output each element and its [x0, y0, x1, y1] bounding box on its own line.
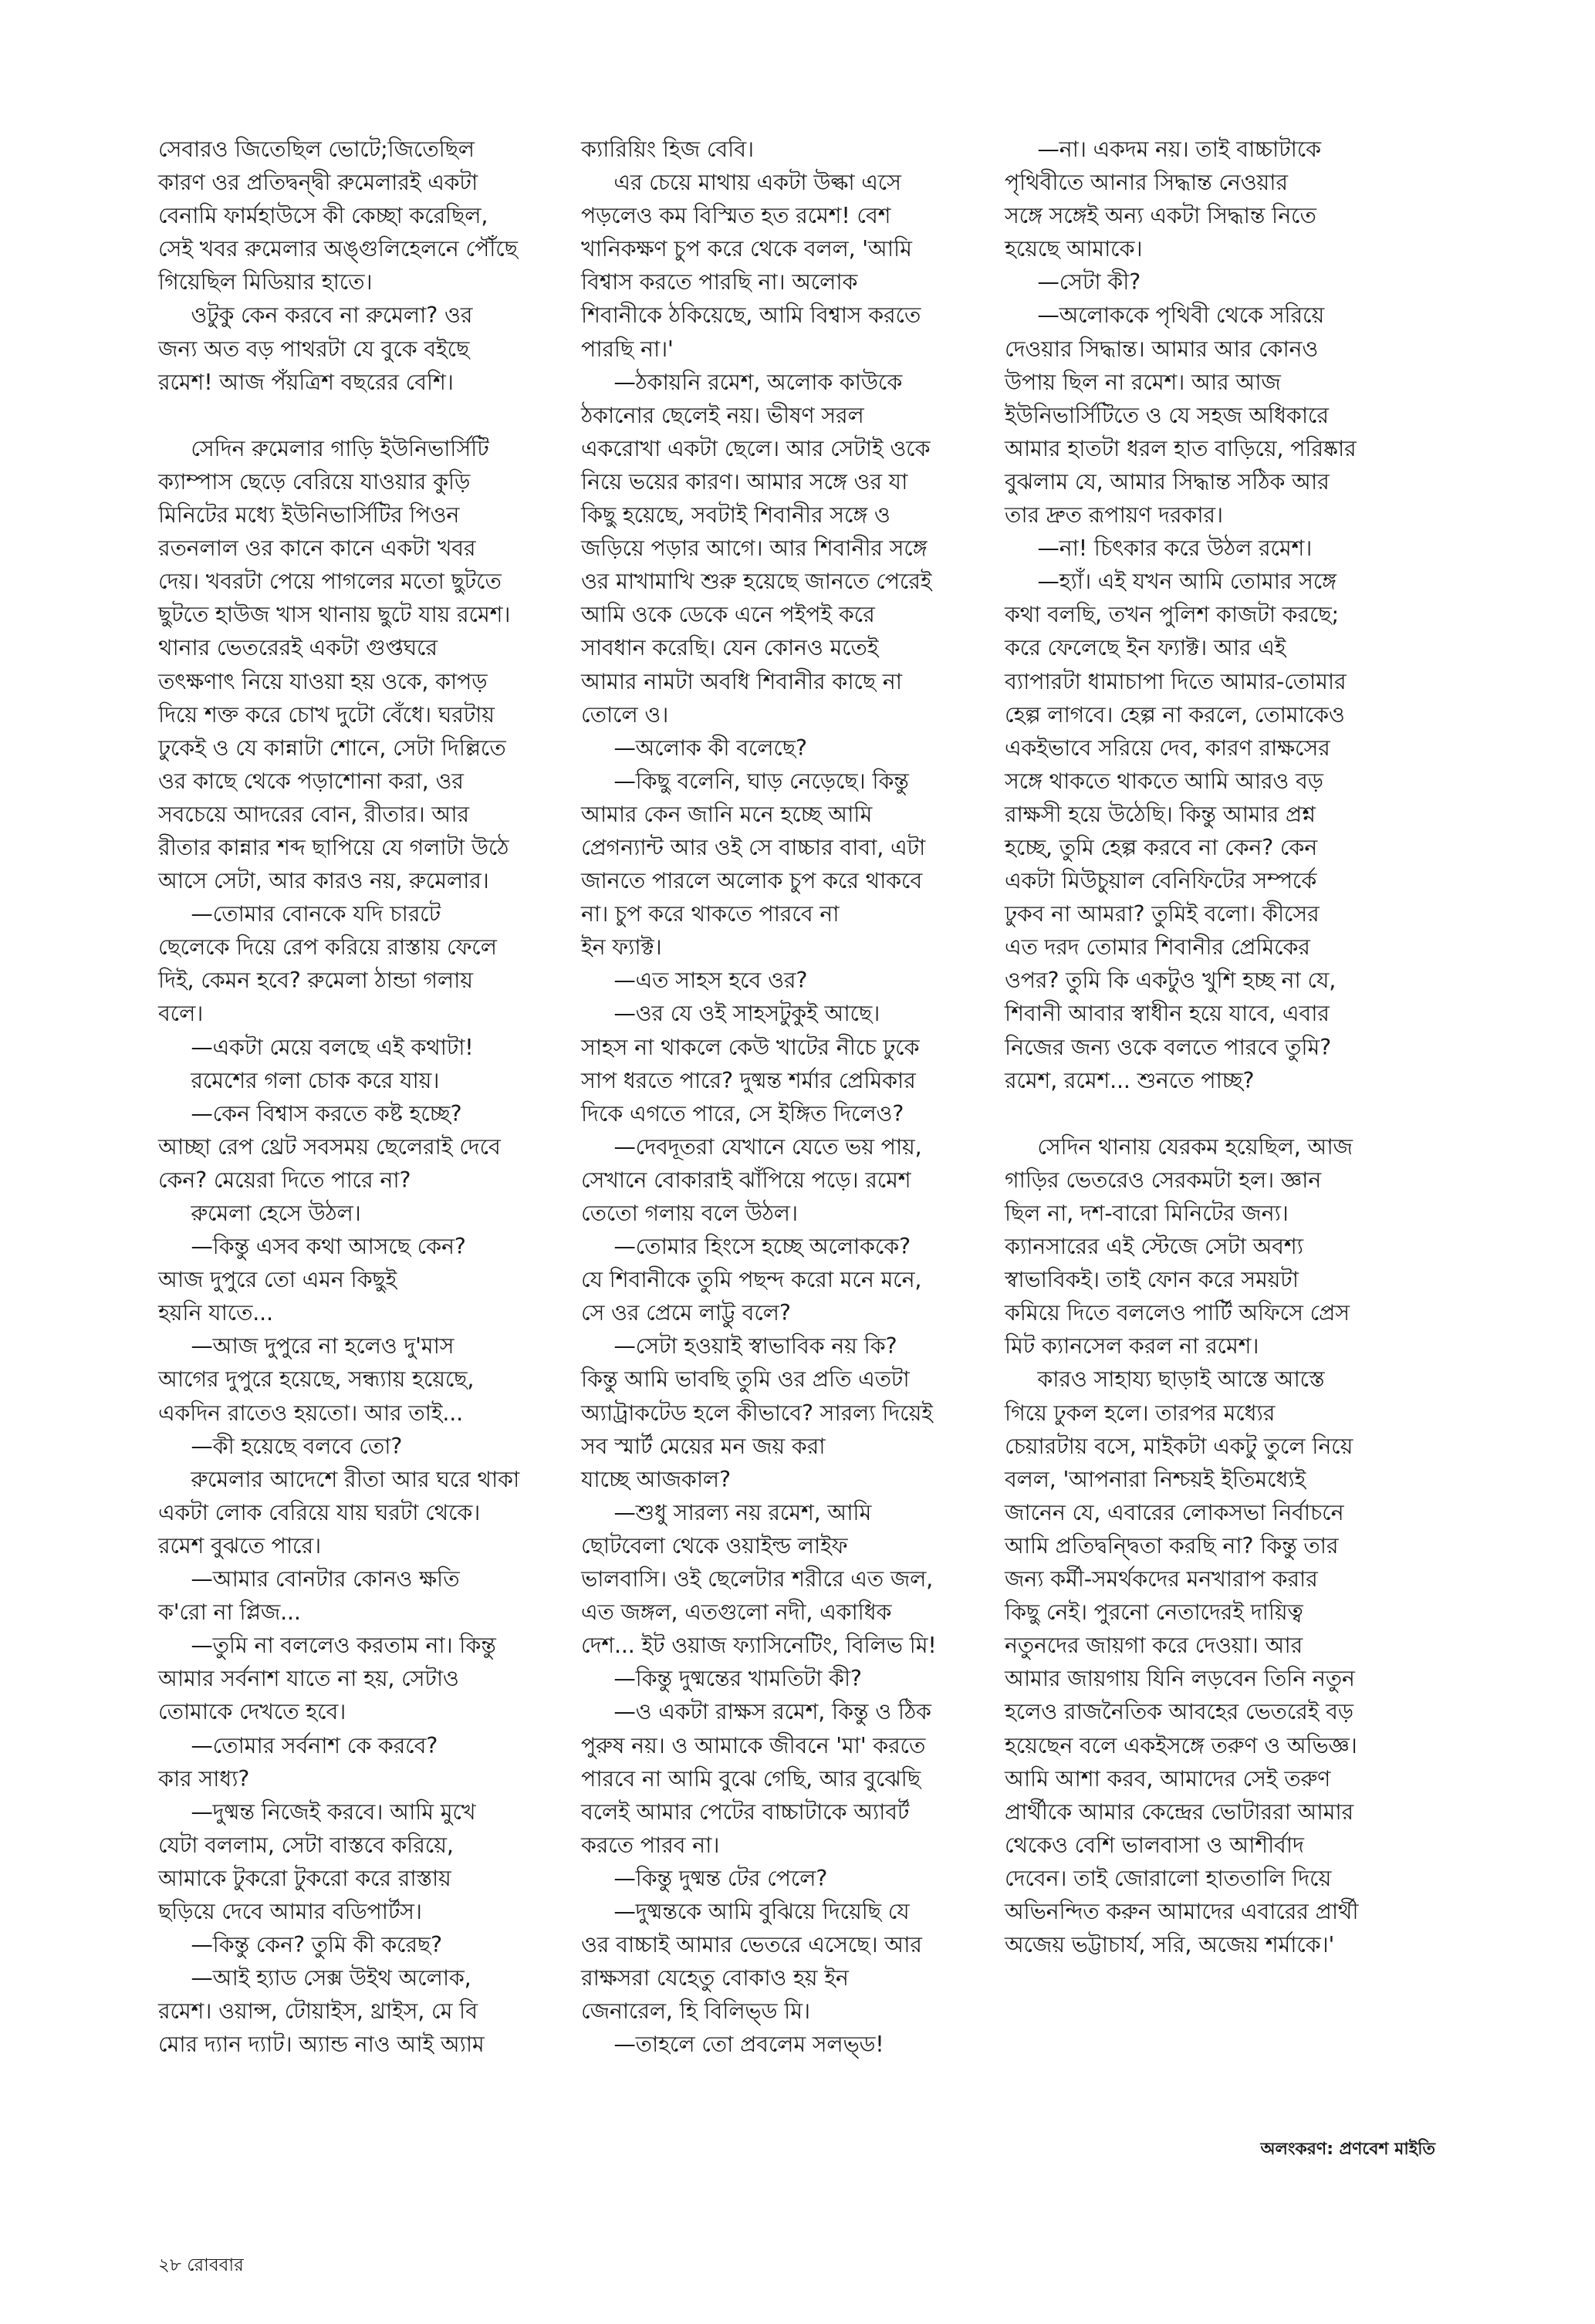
text-line: —অলোককে পৃথিবী থেকে সরিয়ে	[1005, 302, 1325, 329]
text-line: রমেশ। ওয়ান্স, টোয়াইস, থ্রাইস, মে বি	[158, 1998, 478, 2025]
text-line: —দেবদূতরা যেখানে যেতে ভয় পায়,	[581, 1133, 922, 1160]
text-line: হচ্ছে, তুমি হেল্প করবে না কেন? কেন	[1005, 834, 1318, 860]
text-line: খানিকক্ষণ চুপ করে থেকে বলল, 'আমি	[581, 236, 912, 262]
text-line: দেবেন। তাই জোরালো হাততালি দিয়ে	[1005, 1865, 1332, 1891]
text-line: মিট ক্যানসেল করল না রমেশ।	[1005, 1333, 1259, 1360]
text-line: ইন ফ্যাক্ট।	[581, 934, 662, 961]
text-line: আমার হাতটা ধরল হাত বাড়িয়ে, পরিষ্কার	[1005, 435, 1357, 461]
text-line: তেতো গলায় বলে উঠল।	[581, 1201, 798, 1226]
text-line: বলল, 'আপনারা নিশ্চয়ই ইতিমধ্যেই	[1005, 1466, 1306, 1492]
text-line: —দুষ্মন্ত নিজেই করবে। আমি মুখে	[158, 1799, 476, 1825]
text-line: —ও একটা রাক্ষস রমেশ, কিন্তু ও ঠিক	[581, 1699, 931, 1725]
text-line: —তুমি না বললেও করতাম না। কিন্তু	[158, 1633, 496, 1659]
text-line: বলেই আমার পেটের বাচ্চাটাকে অ্যাবর্ট	[581, 1799, 910, 1825]
text-line: উপায় ছিল না রমেশ। আর আজ	[1005, 369, 1281, 395]
text-line: ইউনিভার্সিটিতে ও যে সহজ অধিকারে	[1005, 402, 1329, 428]
text-line: ছিল না, দশ-বারো মিনিটের জন্য।	[1005, 1201, 1289, 1226]
text-column-2	[581, 133, 975, 2061]
text-line: ব্যাপারটা ধামাচাপা দিতে আমার-তোমার	[1005, 668, 1347, 694]
text-line: সেদিন রুমেলার গাড়ি ইউনিভার্সিটি	[158, 435, 489, 461]
text-line: কমিয়ে দিতে বললেও পার্টি অফিসে প্রেস	[1005, 1300, 1350, 1326]
text-line: শিবানীকে ঠকিয়েছে, আমি বিশ্বাস করতে	[581, 302, 921, 329]
text-line: একরোখা একটা ছেলে। আর সেটাই ওকে	[581, 435, 931, 461]
text-line: কার সাধ্য?	[158, 1765, 250, 1792]
text-line: তোমাকে দেখতে হবে।	[158, 1699, 346, 1725]
text-line: রুমেলার আদেশে রীতা আর ঘরে থাকা	[158, 1466, 520, 1492]
text-line: গিয়েছিল মিডিয়ার হাতে।	[158, 269, 373, 296]
text-line: জেনারেল, হি বিলিভ্‌ড মি।	[581, 1998, 810, 2025]
text-line: দেওয়ার সিদ্ধান্ত। আমার আর কোনও	[1005, 336, 1319, 362]
text-line: এর চেয়ে মাথায় একটা উল্কা এসে	[581, 170, 901, 196]
text-line: ছেলেকে দিয়ে রেপ করিয়ে রাস্তায় ফেলে	[158, 934, 497, 961]
text-line: —সেটা হওয়াই স্বাভাবিক নয় কি?	[581, 1333, 897, 1360]
text-line: প্রার্থীকে আমার কেন্দ্রের ভোটাররা আমার	[1005, 1799, 1353, 1825]
text-line: আচ্ছা রেপ থ্রেট সবসময় ছেলেরাই দেবে	[158, 1133, 501, 1160]
text-line: জন্য অত বড় পাথরটা যে বুকে বইছে	[158, 336, 470, 362]
text-line: থানার ভেতরেরই একটা গুপ্তঘরে	[158, 635, 438, 661]
text-line: সব স্মার্ট মেয়ের মন জয় করা	[581, 1433, 826, 1459]
text-line: ওপর? তুমি কি একটুও খুশি হচ্ছ না যে,	[1005, 968, 1336, 994]
text-line: গাড়ির ভেতরেও সেরকমটা হল। জ্ঞান	[1005, 1167, 1322, 1193]
text-line: দেয়। খবরটা পেয়ে পাগলের মতো ছুটতে	[158, 569, 502, 595]
text-line: আমার কেন জানি মনে হচ্ছে আমি	[581, 801, 873, 827]
text-line: —কিছু বলেনি, ঘাড় নেড়েছে। কিন্তু	[581, 768, 909, 794]
text-line: অ্যাট্রাকটেড হলে কীভাবে? সারল্য দিয়েই	[581, 1400, 933, 1426]
text-line: আজ দুপুরে তো এমন কিছুই	[158, 1267, 397, 1293]
text-line: কিন্তু আমি ভাবছি তুমি ওর প্রতি এতটা	[581, 1366, 910, 1393]
paragraph-break	[1005, 1097, 1421, 1130]
text-line: দিকে এগতে পারে, সে ইঙ্গিত দিলেও?	[581, 1100, 904, 1127]
text-line: ওর বাচ্চাই আমার ভেতরে এসেছে। আর	[581, 1932, 922, 1958]
text-line: বলে।	[158, 1001, 204, 1027]
text-line: একদিন রাতেও হয়তো। আর তাই...	[158, 1400, 463, 1426]
text-line: —কিন্তু এসব কথা আসছে কেন?	[158, 1234, 466, 1260]
text-line: হলেও রাজনৈতিক আবহের ভেতরেই বড়	[1005, 1699, 1353, 1725]
text-line: পারবে না আমি বুঝে গেছি, আর বুঝেছি	[581, 1765, 921, 1792]
text-line: রাক্ষসরা যেহেতু বোকাও হয় ইন	[581, 1965, 849, 1991]
text-line: আমি আশা করব, আমাদের সেই তরুণ	[1005, 1765, 1331, 1792]
text-line: পুরুষ নয়। ও আমাকে জীবনে 'মা' করতে	[581, 1732, 926, 1758]
text-line: বেনামি ফার্মহাউসে কী কেচ্ছা করেছিল,	[158, 203, 488, 229]
text-line: একটা লোক বেরিয়ে যায় ঘরটা থেকে।	[158, 1499, 481, 1525]
text-line: —আজ দুপুরে না হলেও দু'মাস	[158, 1333, 455, 1360]
text-line: —না! চিৎকার করে উঠল রমেশ।	[1005, 535, 1313, 562]
text-line: —এত সাহস হবে ওর?	[581, 968, 808, 994]
text-line: প্রেগন্যান্ট আর ওই সে বাচ্চার বাবা, এটা	[581, 834, 926, 860]
text-line: দেশ... ইট ওয়াজ ফ্যাসিনেটিং, বিলিভ মি!	[581, 1633, 937, 1659]
text-line: আমার সর্বনাশ যাতে না হয়, সেটাও	[158, 1666, 459, 1692]
text-line: —তোমার বোনকে যদি চারটে	[158, 901, 441, 927]
text-line: শিবানী আবার স্বাধীন হয়ে যাবে, এবার	[1005, 1001, 1330, 1027]
text-line: এত জঙ্গল, এতগুলো নদী, একাধিক	[581, 1599, 892, 1626]
text-line: ছোটবেলা থেকে ওয়াইল্ড লাইফ	[581, 1532, 848, 1559]
text-line: —অলোক কী বলেছে?	[581, 735, 807, 761]
text-line: ওর কাছে থেকে পড়াশোনা করা, ওর	[158, 768, 464, 794]
text-line: জানেন যে, এবারের লোকসভা নির্বাচনে	[1005, 1499, 1344, 1525]
text-line: —সেটা কী?	[1005, 269, 1141, 296]
text-line: ঠকানোর ছেলেই নয়। ভীষণ সরল	[581, 402, 864, 428]
text-line: সেবারও জিতেছিল ভোটে;জিতেছিল	[158, 137, 475, 162]
paragraph-break	[158, 399, 552, 432]
text-line: হয়নি যাতে...	[158, 1300, 273, 1326]
text-line: —কিন্তু দুষ্মন্ত টের পেলে?	[581, 1865, 828, 1891]
text-line: আগের দুপুরে হয়েছে, সন্ধ্যায় হয়েছে,	[158, 1366, 475, 1393]
text-line: কিছু নেই। পুরনো নেতাদেরই দায়িত্ব	[1005, 1599, 1303, 1626]
text-line: মোর দ্যান দ্যাট। অ্যান্ড নাও আই অ্যাম	[158, 2032, 485, 2058]
text-line: —ঠকায়নি রমেশ, অলোক কাউকে	[581, 369, 903, 395]
text-line: দিই, কেমন হবে? রুমেলা ঠান্ডা গলায়	[158, 968, 473, 994]
text-line: ক্যারিয়িং হিজ বেবি।	[581, 137, 754, 162]
text-line: এত দরদ তোমার শিবানীর প্রেমিকের	[1005, 934, 1310, 961]
illustration-credit: অলংকরণ: প্রণবেশ মাইতি	[1260, 2140, 1435, 2159]
text-line: একইভাবে সরিয়ে দেব, কারণ রাক্ষসের	[1005, 735, 1330, 761]
text-line: তোলে ও।	[581, 701, 669, 728]
text-line: বিশ্বাস করতে পারছি না। অলোক	[581, 269, 858, 296]
text-line: রমেশ বুঝতে পারে।	[158, 1532, 321, 1559]
text-line: হয়েছে আমাকে।	[1005, 236, 1143, 262]
text-line: ক্যাম্পাস ছেড়ে বেরিয়ে যাওয়ার কুড়ি	[158, 468, 471, 495]
text-line: রমেশ, রমেশ... শুনতে পাচ্ছ?	[1005, 1067, 1255, 1093]
text-line: —তোমার সর্বনাশ কে করবে?	[158, 1732, 438, 1758]
text-line: যেটা বললাম, সেটা বাস্তবে করিয়ে,	[158, 1832, 454, 1858]
text-column-1	[158, 133, 552, 2061]
text-line: সেদিন থানায় যেরকম হয়েছিল, আজ	[1005, 1133, 1353, 1160]
text-line: পারছি না।'	[581, 336, 674, 362]
text-line: —তাহলে তো প্রবলেম সলভ্‌ড!	[581, 2032, 884, 2058]
text-line: ঢুকব না আমরা? তুমিই বলো। কীসের	[1005, 901, 1320, 927]
text-line: ওটুকু কেন করবে না রুমেলা? ওর	[158, 302, 473, 329]
text-line: ছুটতে হাউজ খাস থানায় ছুটে যায় রমেশ।	[158, 602, 511, 628]
text-line: রুমেলা হেসে উঠল।	[158, 1201, 361, 1226]
text-line: নতুনদের জায়গা করে দেওয়া। আর	[1005, 1633, 1303, 1659]
text-line: ভালবাসি। ওই ছেলেটার শরীরে এত জল,	[581, 1566, 934, 1593]
text-line: —হ্যাঁ। এই যখন আমি তোমার সঙ্গে	[1005, 569, 1336, 595]
text-line: সেখানে বোকারাই ঝাঁপিয়ে পড়ে। রমেশ	[581, 1167, 911, 1193]
text-line: জড়িয়ে পড়ার আগে। আর শিবানীর সঙ্গে	[581, 535, 928, 562]
text-line: আমি প্রতিদ্বন্দ্বিতা করছি না? কিন্তু তার	[1005, 1532, 1339, 1559]
text-line: —আই হ্যাড সেক্স উইথ অলোক,	[158, 1965, 471, 1991]
text-line: —তোমার হিংসে হচ্ছে অলোককে?	[581, 1234, 911, 1260]
text-line: —দুষ্মন্তকে আমি বুঝিয়ে দিয়েছি যে	[581, 1898, 910, 1924]
text-line: সেই খবর রুমেলার অঙ্গুলিহেলনে পৌঁছে	[158, 236, 518, 262]
text-line: সাহস না থাকলে কেউ খাটের নীচে ঢুকে	[581, 1034, 920, 1060]
text-line: করতে পারব না।	[581, 1832, 720, 1858]
text-line: ঢুকেই ও যে কান্নাটা শোনে, সেটা দিল্লিতে	[158, 735, 506, 761]
text-line: জানতে পারলে অলোক চুপ করে থাকবে	[581, 868, 923, 894]
text-line: গিয়ে ঢুকল হলে। তারপর মধ্যের	[1005, 1400, 1276, 1426]
text-line: আসে সেটা, আর কারও নয়, রুমেলার।	[158, 868, 489, 894]
text-line: আমাকে টুকরো টুকরো করে রাস্তায়	[158, 1865, 451, 1891]
text-line: মিনিটের মধ্যে ইউনিভার্সিটির পিওন	[158, 502, 460, 529]
text-line: ওর মাখামাখি শুরু হয়েছে জানতে পেরেই	[581, 569, 932, 595]
text-line: বুঝলাম যে, আমার সিদ্ধান্ত সঠিক আর	[1005, 468, 1330, 495]
text-line: ক্যানসারের এই স্টেজে সেটা অবশ্য	[1005, 1234, 1303, 1260]
text-line: কথা বলছি, তখন পুলিশ কাজটা করছে;	[1005, 602, 1339, 628]
text-line: সঙ্গে থাকতে থাকতে আমি আরও বড়	[1005, 768, 1323, 794]
page-folio: ২৮ রোববার	[158, 2255, 244, 2275]
text-line: ক'রো না প্লিজ...	[158, 1599, 301, 1626]
text-line: আমি ওকে ডেকে এনে পইপই করে	[581, 602, 875, 628]
text-line: নিয়ে ভয়ের কারণ। আমার সঙ্গে ওর যা	[581, 468, 908, 495]
text-line: দিয়ে শক্ত করে চোখ দুটো বেঁধে। ঘরটায়	[158, 701, 495, 728]
text-line: সে ওর প্রেমে লাট্টু বলে?	[581, 1300, 791, 1326]
text-line: পৃথিবীতে আনার সিদ্ধান্ত নেওয়ার	[1005, 170, 1288, 196]
text-line: সাপ ধরতে পারে? দুষ্মন্ত শর্মার প্রেমিকার	[581, 1067, 916, 1093]
text-line: সঙ্গে সঙ্গেই অন্য একটা সিদ্ধান্ত নিতে	[1005, 203, 1316, 229]
text-line: তার দ্রুত রূপায়ণ দরকার।	[1005, 502, 1223, 529]
text-line: —কী হয়েছে বলবে তো?	[158, 1433, 403, 1459]
text-line: না। চুপ করে থাকতে পারবে না	[581, 901, 840, 927]
text-line: আমার জায়গায় যিনি লড়বেন তিনি নতুন	[1005, 1666, 1355, 1692]
text-line: —একটা মেয়ে বলছে এই কথাটা!	[158, 1034, 474, 1060]
text-line: পড়লেও কম বিস্মিত হত রমেশ! বেশ	[581, 203, 891, 229]
text-line: —শুধু সারল্য নয় রমেশ, আমি	[581, 1499, 872, 1525]
text-line: ছড়িয়ে দেবে আমার বডিপার্টস।	[158, 1898, 422, 1924]
text-line: যে শিবানীকে তুমি পছন্দ করো মনে মনে,	[581, 1267, 922, 1293]
text-column-3	[1005, 133, 1421, 1961]
text-line: নিজের জন্য ওকে বলতে পারবে তুমি?	[1005, 1034, 1332, 1060]
text-line: —ওর যে ওই সাহসটুকুই আছে।	[581, 1001, 880, 1027]
text-line: করে ফেলেছে ইন ফ্যাক্ট। আর এই	[1005, 635, 1286, 661]
text-line: কিছু হয়েছে, সবটাই শিবানীর সঙ্গে ও	[581, 502, 890, 529]
text-line: সবচেয়ে আদরের বোন, রীতার। আর	[158, 801, 469, 827]
text-line: জন্য কর্মী-সমর্থকদের মনখারাপ করার	[1005, 1566, 1318, 1593]
text-line: —কিন্তু কেন? তুমি কী করেছ?	[158, 1932, 442, 1958]
text-line: হেল্প লাগবে। হেল্প না করলে, তোমাকেও	[1005, 701, 1345, 728]
text-line: কেন? মেয়েরা দিতে পারে না?	[158, 1167, 411, 1193]
text-line: —কিন্তু দুষ্মন্তের খামতিটা কী?	[581, 1666, 862, 1692]
text-line: রতনলাল ওর কানে কানে একটা খবর	[158, 535, 476, 562]
text-line: হয়েছেন বলে একইসঙ্গে তরুণ ও অভিজ্ঞ।	[1005, 1732, 1357, 1758]
text-line: —কেন বিশ্বাস করতে কষ্ট হচ্ছে?	[158, 1100, 462, 1127]
text-line: তৎক্ষণাৎ নিয়ে যাওয়া হয় ওকে, কাপড়	[158, 668, 488, 694]
text-line: কারণ ওর প্রতিদ্বন্দ্বী রুমেলারই একটা	[158, 170, 478, 196]
text-line: সাবধান করেছি। যেন কোনও মতেই	[581, 635, 879, 661]
text-line: একটা মিউচুয়াল বেনিফিটের সম্পর্কে	[1005, 868, 1317, 894]
text-line: —আমার বোনটার কোনও ক্ষতি	[158, 1566, 460, 1593]
text-line: কারও সাহায্য ছাড়াই আস্তে আস্তে	[1005, 1366, 1325, 1393]
text-line: —না। একদম নয়। তাই বাচ্চাটাকে	[1005, 137, 1321, 162]
text-line: থেকেও বেশি ভালবাসা ও আশীর্বাদ	[1005, 1832, 1304, 1858]
text-line: অভিনন্দিত করুন আমাদের এবারের প্রার্থী	[1005, 1898, 1359, 1924]
text-line: রীতার কান্নার শব্দ ছাপিয়ে যে গলাটা উঠে	[158, 834, 509, 860]
text-line: যাচ্ছে আজকাল?	[581, 1466, 731, 1492]
text-line: রমেশ! আজ পঁয়ত্রিশ বছরের বেশি।	[158, 369, 454, 395]
text-line: অজেয় ভট্টাচার্য, সরি, অজেয় শর্মাকে।'	[1005, 1932, 1335, 1958]
text-line: রমেশের গলা চোক করে যায়।	[158, 1067, 440, 1093]
text-line: চেয়ারটায় বসে, মাইকটা একটু তুলে নিয়ে	[1005, 1433, 1353, 1459]
text-line: স্বাভাবিকই। তাই ফোন করে সময়টা	[1005, 1267, 1299, 1293]
text-line: আমার নামটা অবধি শিবানীর কাছে না	[581, 668, 902, 694]
text-line: রাক্ষসী হয়ে উঠেছি। কিন্তু আমার প্রশ্ন	[1005, 801, 1316, 827]
